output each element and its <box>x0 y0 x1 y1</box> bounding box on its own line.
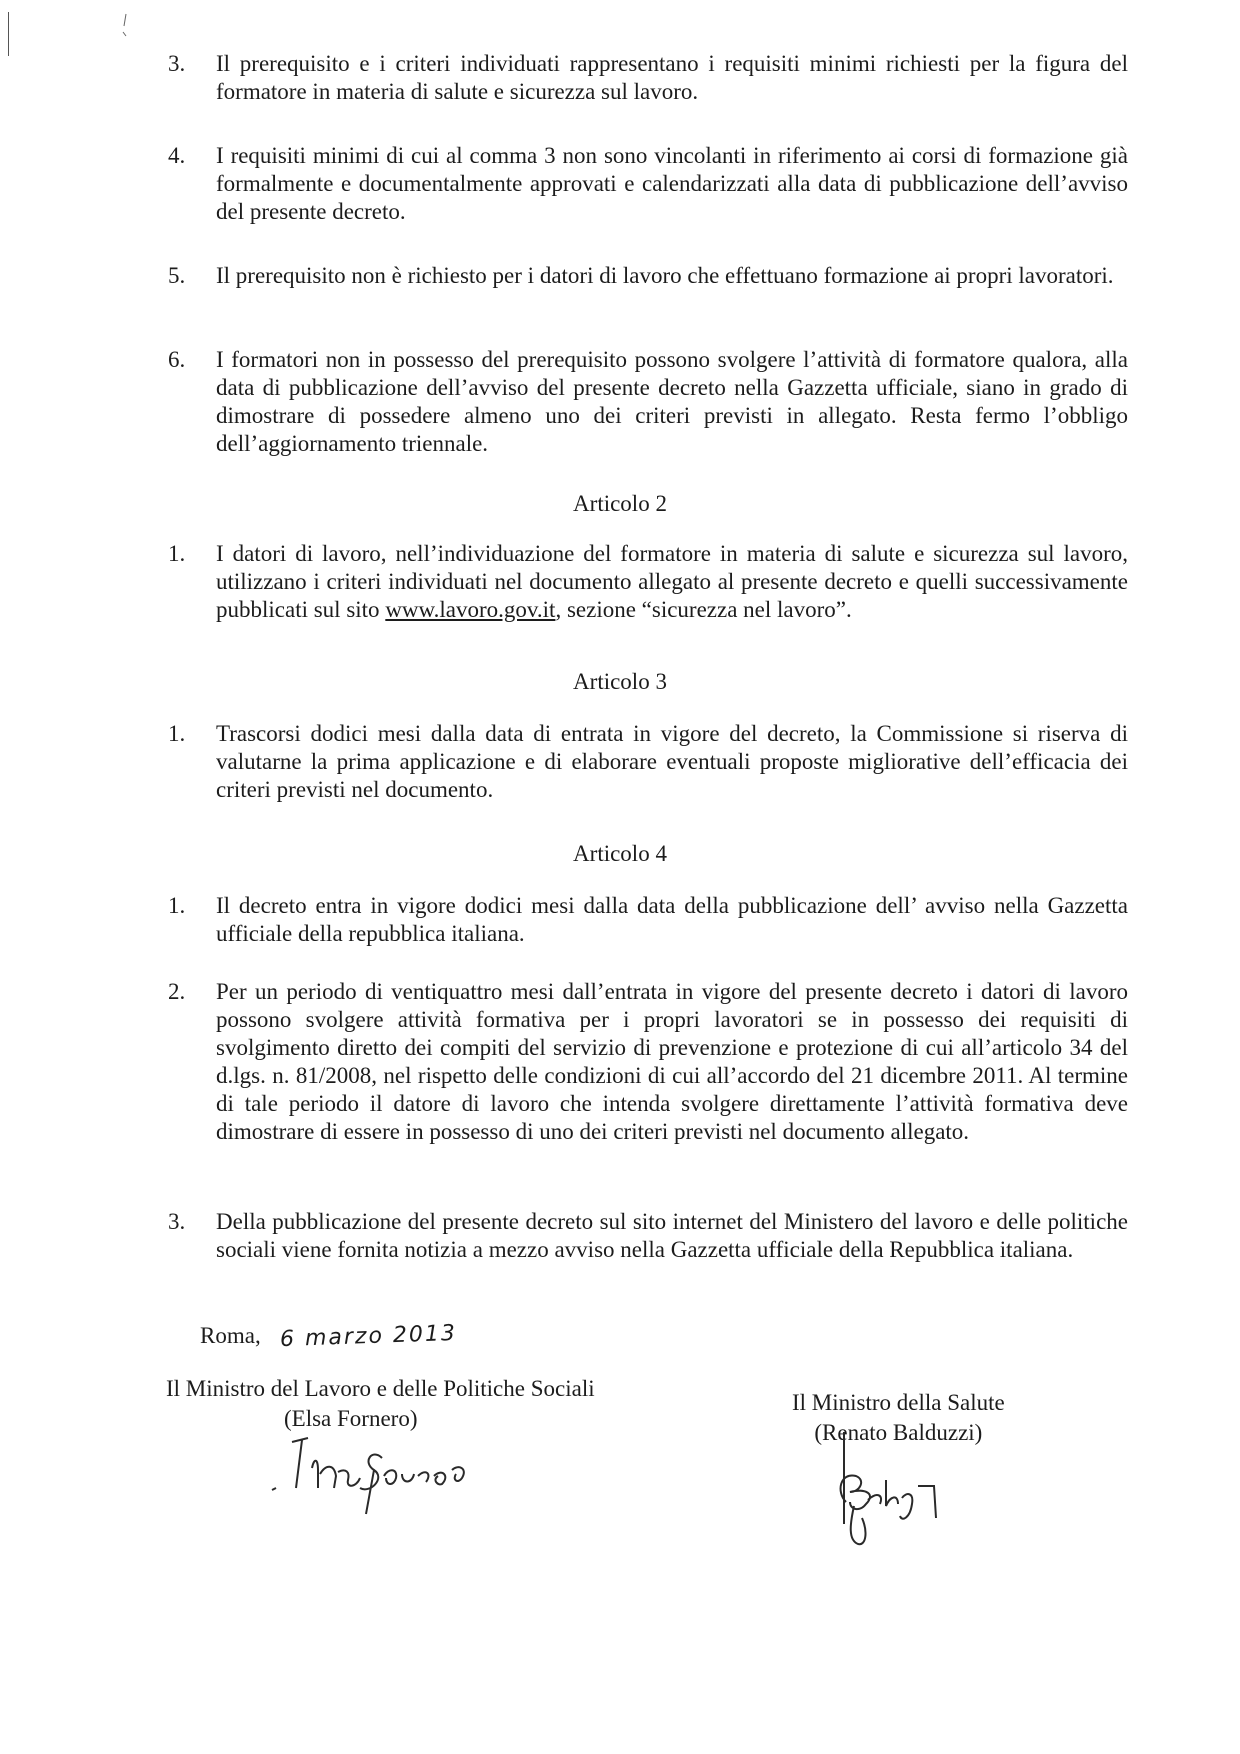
place-date <box>200 1322 457 1351</box>
item-text <box>216 540 1128 624</box>
signatory-name: (Renato Balduzzi) <box>814 1420 983 1445</box>
article1-item-5 <box>168 262 1128 290</box>
fornero-signature <box>262 1418 522 1518</box>
text-before-link: I datori di lavoro, nell’individuazione del formatore in materia di salute e sicurezza sul lavoro, utilizzano i criteri individuati nel documento allegato al presente decreto e quelli successivamente pubblicati sul sito <box>216 541 1128 622</box>
handwritten-date: 6 marzo 2013 <box>280 1320 458 1353</box>
item-number: 3. <box>168 1209 186 1234</box>
article4-item-3 <box>168 1208 1128 1264</box>
signatory-name: (Elsa Fornero) <box>284 1406 418 1431</box>
pen-tick-icon <box>120 12 136 42</box>
item-text: Il decreto entra in vigore dodici mesi dalla data della pubblicazione dell’ avviso nella Gazzetta ufficiale della repubblica italiana. <box>216 893 1128 946</box>
signatory-role: Il Ministro della Salute <box>792 1390 1005 1415</box>
item-text: Il prerequisito e i criteri individuati rappresentano i requisiti minimi richiesti per la figura del formatore in materia di salute e sicurezza sul lavoro. <box>216 51 1128 104</box>
article4-item-2 <box>168 978 1128 1146</box>
scan-edge-mark <box>8 12 9 56</box>
article3-heading: Articolo 3 <box>573 669 667 694</box>
item-text: I formatori non in possesso del prerequisito possono svolgere l’attività di formatore qualora, alla data di pubblicazione dell’avviso del presente decreto nella Gazzetta ufficiale, siano in grado di dimostrare di possedere almeno uno dei criteri previsti in allegato. Resta fermo l’obbligo dell’aggiornamento triennale. <box>216 347 1128 456</box>
article1-item-3 <box>168 50 1128 106</box>
article1-item-4 <box>168 142 1128 226</box>
article1-item-6 <box>168 346 1128 458</box>
item-text: Il prerequisito non è richiesto per i datori di lavoro che effettuano formazione ai propri lavoratori. <box>216 263 1114 288</box>
place: Roma, <box>200 1323 261 1348</box>
article4-item-1 <box>168 892 1128 948</box>
item-number: 1. <box>168 721 186 746</box>
item-number: 1. <box>168 893 186 918</box>
item-number: 1. <box>168 541 186 566</box>
item-text: I requisiti minimi di cui al comma 3 non sono vincolanti in riferimento ai corsi di formazione già formalmente e documentalmente approvati e calendarizzati alla data di pubblicazione dell’avviso del presente decreto. <box>216 143 1128 224</box>
article2-heading: Articolo 2 <box>573 491 667 516</box>
article3-item-1 <box>168 720 1128 804</box>
item-number: 3. <box>168 51 186 76</box>
lavoro-site-link[interactable]: www.lavoro.gov.it <box>385 597 556 622</box>
article2-item-1 <box>168 540 1128 624</box>
item-text: Della pubblicazione del presente decreto sul sito internet del Ministero del lavoro e delle politiche sociali viene fornita notizia a mezzo avviso nella Gazzetta ufficiale della Repubblica italiana. <box>216 1209 1128 1262</box>
item-text: Per un periodo di ventiquattro mesi dall’entrata in vigore del presente decreto i datori di lavoro possono svolgere attività formativa per i propri lavoratori se in possesso dei requisiti di svolgimento diretto dei compiti del servizio di prevenzione e protezione di cui all’articolo 34 del d.lgs. n. 81/2008, nel rispetto delle condizioni di cui all’accordo del 21 dicembre 2011. Al termine di tale periodo il datore di lavoro che intenda svolgere direttamente l’attività formativa deve dimostrare di essere in possesso di uno dei criteri previsti nel documento allegato. <box>216 979 1128 1144</box>
balduzzi-signature <box>806 1432 1006 1582</box>
item-number: 2. <box>168 979 186 1004</box>
item-number: 6. <box>168 347 186 372</box>
item-text: Trascorsi dodici mesi dalla data di entrata in vigore del decreto, la Commissione si riserva di valutarne la prima applicazione e di elaborare eventuali proposte migliorative dell’efficacia dei criteri previsti nel documento. <box>216 721 1128 802</box>
text-after-link: , sezione “sicurezza nel lavoro”. <box>555 597 852 622</box>
article4-heading: Articolo 4 <box>573 841 667 866</box>
item-number: 4. <box>168 143 186 168</box>
item-number: 5. <box>168 263 186 288</box>
signatory-role: Il Ministro del Lavoro e delle Politiche Sociali <box>166 1376 595 1401</box>
